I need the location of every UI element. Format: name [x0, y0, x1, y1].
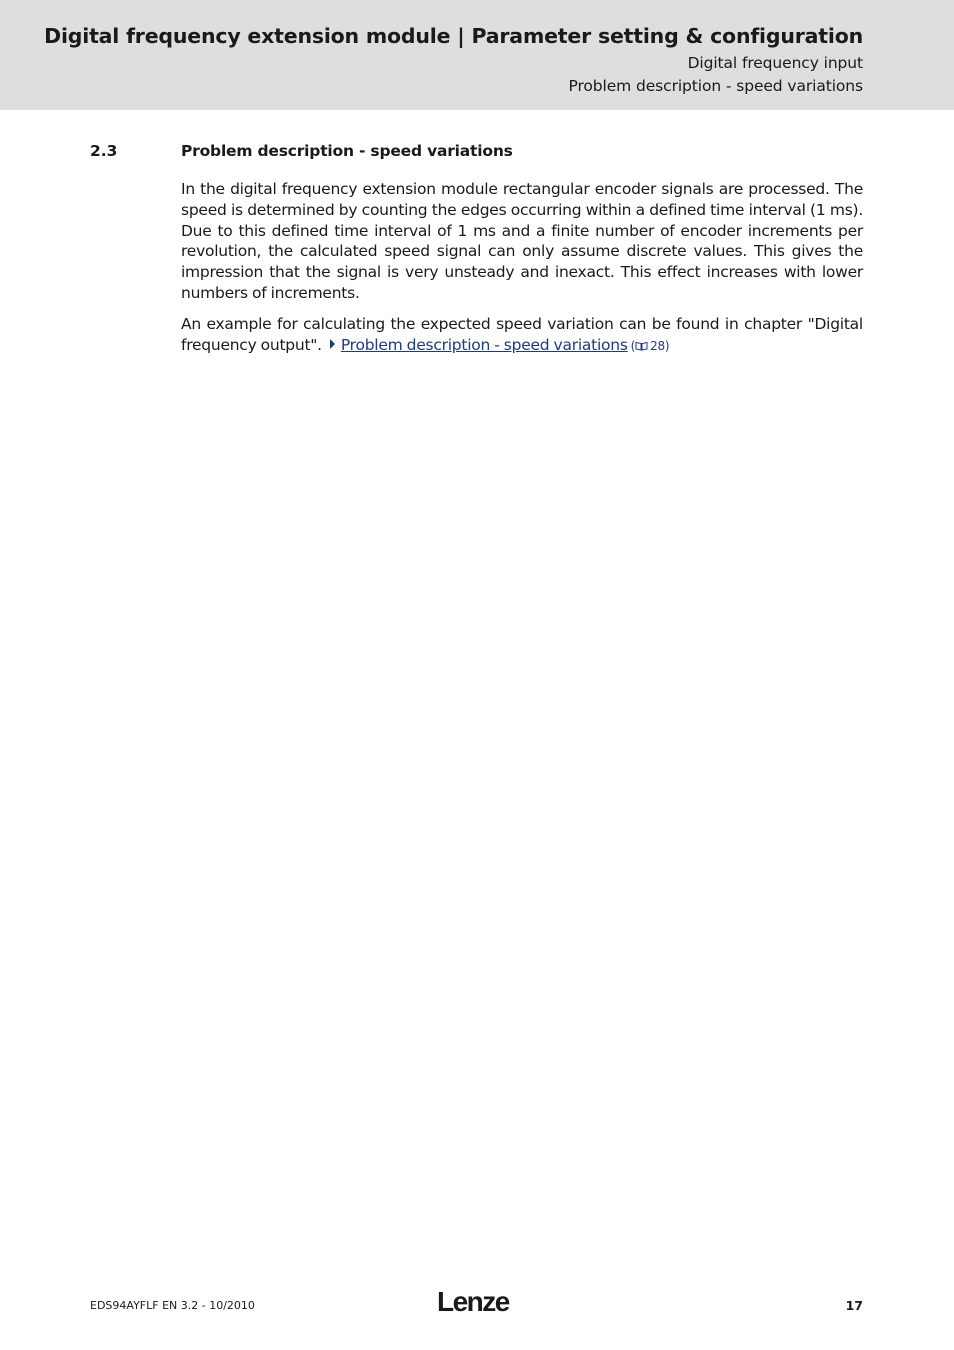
triangle-right-icon: [330, 339, 335, 349]
cross-reference-link[interactable]: Problem description - speed variations: [340, 335, 628, 354]
header-subtitle-section: Problem description - speed variations: [568, 77, 863, 95]
header-band: [0, 0, 954, 110]
page-reference[interactable]: [631, 339, 670, 353]
page-ref-close: ): [664, 338, 670, 353]
section-title: Problem description - speed variations: [181, 142, 513, 160]
page-number: 17: [845, 1298, 863, 1313]
header-subtitle-chapter: Digital frequency input: [687, 54, 863, 72]
section-number: 2.3: [90, 142, 118, 160]
page-ref-open: (: [630, 338, 636, 353]
page-header-title: Digital frequency extension module | Parameter setting & configuration: [44, 24, 863, 48]
document-id: EDS94AYFLF EN 3.2 - 10/2010: [90, 1299, 255, 1312]
page-ref-number: 28: [650, 338, 665, 353]
lenze-logo: Lenze: [437, 1286, 509, 1317]
paragraph-reference-text: An example for calculating the expected speed variation can be found in chapter "Digital frequency output".: [181, 315, 863, 354]
book-icon: [635, 341, 648, 351]
paragraph-intro: In the digital frequency extension module rectangular encoder signals are processed. The speed is determined by counting the edges occurring within a defined time interval (1 ms). Due to this defined time interval of 1 ms and a finite number of encoder increments per revolution, the calculated speed signal can only assume discrete values. This gives the impression that the signal is very unsteady and inexact. This effect increases with lower numbers of increments.: [181, 180, 863, 302]
paragraph-reference: [181, 314, 863, 357]
